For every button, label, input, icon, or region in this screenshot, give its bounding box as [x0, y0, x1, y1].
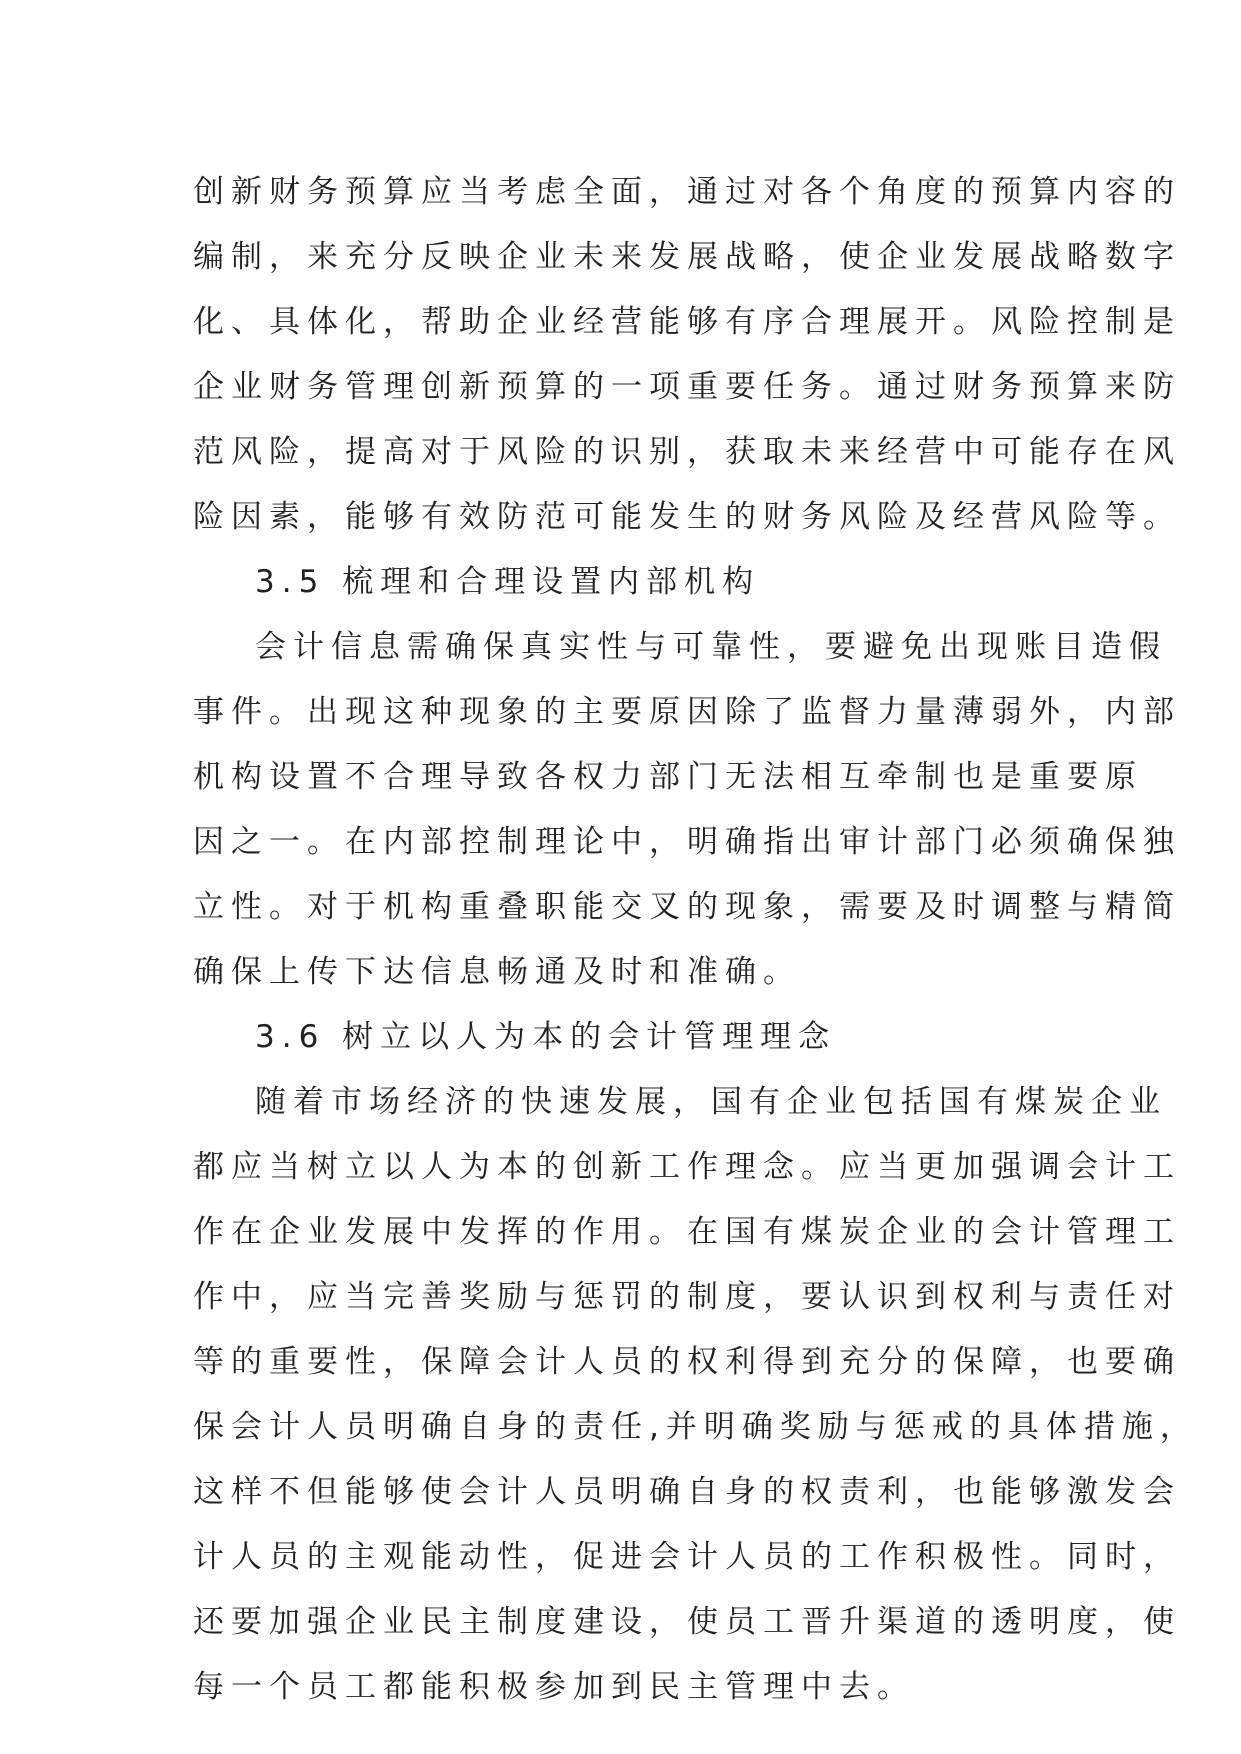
text-line: 还要加强企业民主制度建设，使员工晋升渠道的透明度，使 [193, 1604, 1181, 1640]
text-line: 因之一。在内部控制理论中，明确指出审计部门必须确保独 [193, 824, 1181, 860]
text-line: 保会计人员明确自身的责任,并明确奖励与惩戒的具体措施， [193, 1409, 1198, 1445]
text-line: 作中，应当完善奖励与惩罚的制度，要认识到权利与责任对 [193, 1279, 1181, 1315]
text-line: 计人员的主观能动性，促进会计人员的工作积极性。同时， [193, 1539, 1181, 1575]
text-line: 等的重要性，保障会计人员的权利得到充分的保障，也要确 [193, 1344, 1181, 1380]
text-line: 编制，来充分反映企业未来发展战略，使企业发展战略数字 [193, 239, 1181, 275]
text-line: 企业财务管理创新预算的一项重要任务。通过财务预算来防 [193, 369, 1181, 405]
document-body [193, 160, 1198, 1720]
paragraph-first-line: 会计信息需确保真实性与可靠性，要避免出现账目造假 [255, 629, 1167, 665]
text-line: 都应当树立以人为本的创新工作理念。应当更加强调会计工 [193, 1149, 1181, 1185]
section-heading: 3.5 梳理和合理设置内部机构 [255, 564, 761, 600]
section-heading: 3.6 树立以人为本的会计管理理念 [255, 1019, 837, 1055]
text-line: 创新财务预算应当考虑全面，通过对各个角度的预算内容的 [193, 174, 1181, 210]
paragraph-first-line: 随着市场经济的快速发展，国有企业包括国有煤炭企业 [255, 1084, 1167, 1120]
text-line: 立性。对于机构重叠职能交叉的现象，需要及时调整与精简 [193, 889, 1181, 925]
text-line: 每一个员工都能积极参加到民主管理中去。 [193, 1669, 915, 1705]
text-line: 机构设置不合理导致各权力部门无法相互牵制也是重要原 [193, 759, 1143, 795]
text-line: 化、具体化，帮助企业经营能够有序合理展开。风险控制是 [193, 304, 1181, 340]
text-line: 险因素，能够有效防范可能发生的财务风险及经营风险等。 [193, 499, 1181, 535]
text-line: 事件。出现这种现象的主要原因除了监督力量薄弱外，内部 [193, 694, 1181, 730]
text-line: 这样不但能够使会计人员明确自身的权责利，也能够激发会 [193, 1474, 1181, 1510]
text-line: 确保上传下达信息畅通及时和准确。 [193, 954, 801, 990]
text-line: 范风险，提高对于风险的识别，获取未来经营中可能存在风 [193, 434, 1181, 470]
text-line: 作在企业发展中发挥的作用。在国有煤炭企业的会计管理工 [193, 1214, 1181, 1250]
